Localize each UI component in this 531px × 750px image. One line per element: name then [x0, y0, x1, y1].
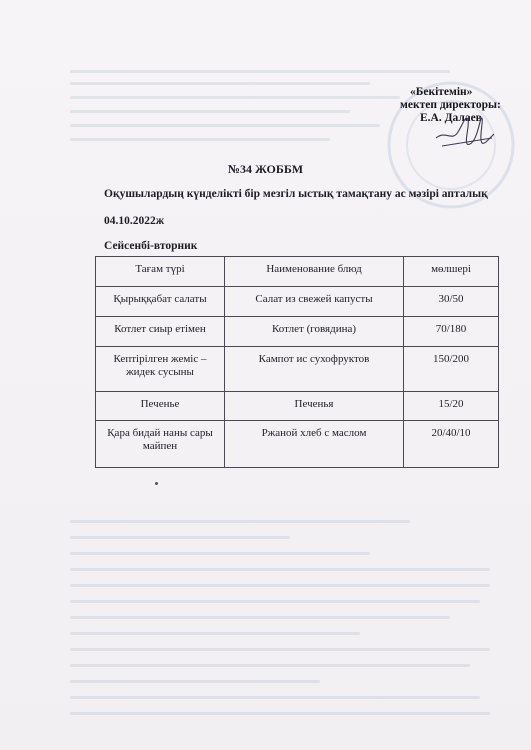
approval-position: мектеп директоры:	[400, 99, 501, 111]
cell-dish-kz: Қара бидай наны сары майпен	[96, 421, 225, 468]
bleed-through-line	[70, 138, 330, 141]
table-row	[96, 392, 499, 421]
menu-table	[95, 256, 499, 468]
cell-dish-ru: Ржаной хлеб с маслом	[225, 421, 404, 468]
cell-portion: 70/180	[404, 317, 499, 347]
cell-dish-kz: Котлет сиыр етімен	[96, 317, 225, 347]
cell-portion: 20/40/10	[404, 421, 499, 468]
table-row	[96, 347, 499, 392]
cell-dish-ru: Кампот ис сухофруктов	[225, 347, 404, 392]
cell-dish-ru: Салат из свежей капусты	[225, 287, 404, 317]
bleed-through-line	[70, 110, 350, 113]
table-header-row	[96, 257, 499, 287]
bleed-through-line	[70, 632, 360, 635]
school-name: №34 ЖОББМ	[227, 162, 304, 176]
bleed-through-line	[70, 712, 490, 715]
cell-portion: 150/200	[404, 347, 499, 392]
menu-day: Сейсенбі-вторник	[104, 240, 198, 252]
cell-portion: 15/20	[404, 392, 499, 421]
cell-dish-kz: Кептірілген жеміс – жидек сусыны	[96, 347, 225, 392]
bleed-through-line	[70, 520, 410, 523]
cell-portion: 30/50	[404, 287, 499, 317]
bleed-through-line	[70, 536, 290, 539]
bleed-through-line	[70, 616, 450, 619]
approval-title: «Бекітемін»	[410, 86, 473, 98]
header-portion: мөлшері	[404, 257, 499, 287]
cell-dish-kz: Печенье	[96, 392, 225, 421]
approval-director-name: Е.А. Далаев	[420, 112, 482, 124]
bleed-through-line	[70, 680, 320, 683]
header-dish-name-ru: Наименование блюд	[225, 257, 404, 287]
bleed-through-line	[70, 648, 490, 651]
bleed-through-line	[70, 568, 490, 571]
stray-dot	[155, 482, 158, 485]
bleed-through-line	[70, 664, 470, 667]
table-row	[96, 317, 499, 347]
bleed-through-line	[70, 584, 490, 587]
cell-dish-kz: Қырыққабат салаты	[96, 287, 225, 317]
table-row	[96, 421, 499, 468]
bleed-through-line	[70, 124, 380, 127]
bleed-through-line	[70, 552, 370, 555]
bleed-through-line	[70, 600, 480, 603]
bleed-through-line	[70, 82, 370, 85]
menu-date: 04.10.2022ж	[104, 215, 165, 227]
bleed-through-line	[70, 96, 400, 99]
cell-dish-ru: Печенья	[225, 392, 404, 421]
signature	[432, 108, 496, 154]
table-row	[96, 287, 499, 317]
bleed-through-line	[70, 696, 480, 699]
menu-heading: Оқушылардың күнделікті бір мезгіл ыстық тамақтану ас мәзірі апталық	[104, 188, 488, 200]
cell-dish-ru: Котлет (говядина)	[225, 317, 404, 347]
header-dish-type-kz: Тағам түрі	[96, 257, 225, 287]
